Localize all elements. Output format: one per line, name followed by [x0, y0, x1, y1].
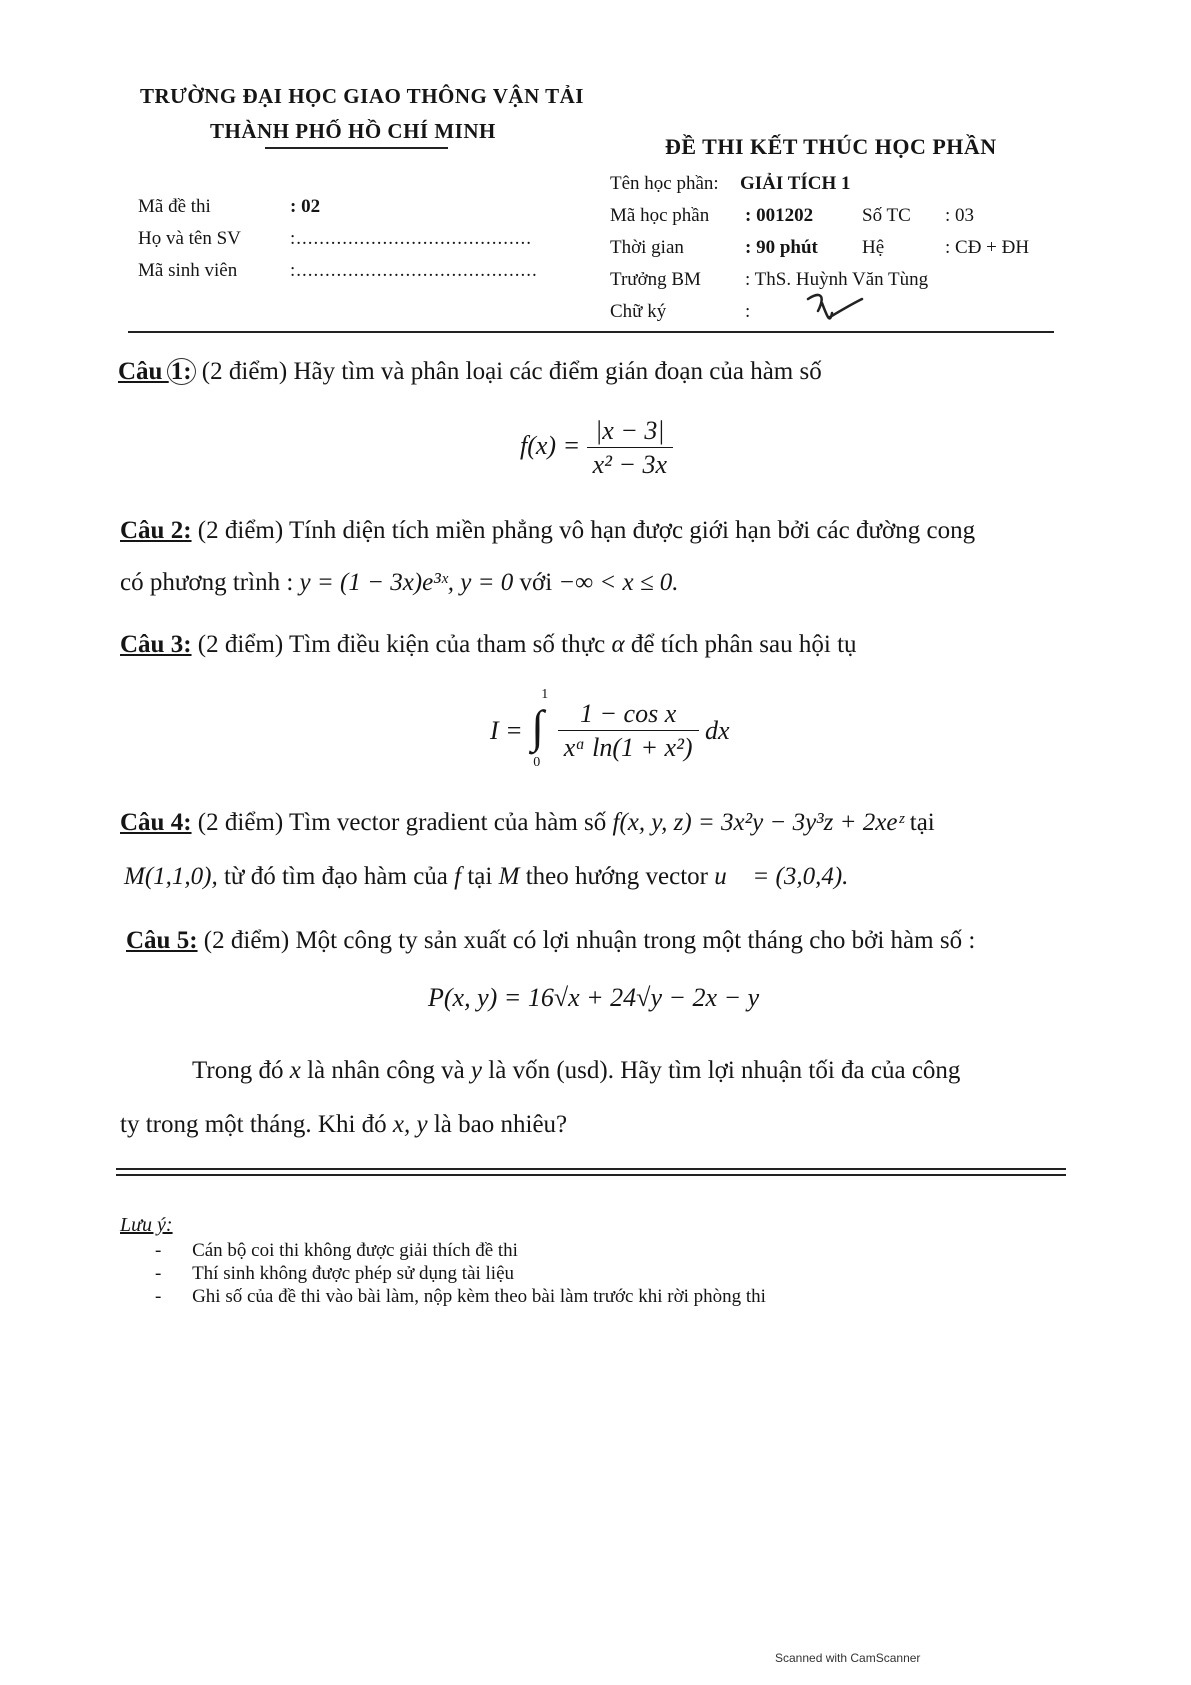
notes-title: Lưu ý: — [120, 1214, 173, 1236]
question-5-points: (2 điểm) — [203, 927, 290, 954]
question-5-para-d: ty trong một tháng. Khi đó — [120, 1111, 387, 1138]
question-4-label: Câu 4: — [120, 809, 192, 836]
question-2-label: Câu 2: — [120, 517, 192, 544]
course-info — [610, 173, 1070, 323]
question-4-text-mid2: tại — [467, 863, 493, 890]
fraction — [587, 418, 673, 478]
question-4-points: (2 điểm) — [197, 809, 284, 836]
question-4-text-prefix: Tìm vector gradient của hàm số — [289, 809, 607, 836]
credits-value: : 03 — [945, 205, 975, 226]
scanner-watermark: Scanned with CamScanner — [775, 1651, 921, 1665]
signature-colon: : — [745, 301, 751, 322]
question-5-paragraph-line1 — [192, 1058, 960, 1083]
variable-x: x — [289, 1057, 301, 1084]
signature-label: Chữ ký — [610, 301, 667, 322]
question-5-label: Câu 5: — [126, 927, 198, 954]
question-1-formula — [520, 418, 673, 478]
question-4-line2 — [124, 864, 848, 889]
exam-title: ĐỀ THI KẾT THÚC HỌC PHẦN — [665, 134, 997, 159]
school-name-underline — [265, 147, 448, 149]
question-3-formula — [490, 687, 730, 770]
question-3 — [120, 632, 857, 657]
question-5-para-c: là vốn (usd). Hãy tìm lợi nhuận tối đa của công — [488, 1057, 961, 1084]
integral-upper-limit: 1 — [541, 687, 549, 702]
question-5-paragraph-line2 — [120, 1112, 567, 1137]
function-f: f — [454, 863, 462, 890]
note-item — [155, 1286, 766, 1308]
system-value: : CĐ + ĐH — [945, 237, 1030, 258]
circled-number: 1: — [167, 358, 196, 385]
alpha-symbol: α — [611, 631, 625, 658]
student-id-field[interactable]: :.......................................... — [290, 260, 538, 281]
question-1-points: (2 điểm) — [201, 358, 288, 385]
question-5 — [126, 928, 975, 953]
note-bullet: - — [155, 1263, 162, 1284]
question-1-label: Câu 1: — [118, 358, 196, 385]
question-2-condition: −∞ < x ≤ 0. — [558, 569, 679, 596]
signature-mark — [800, 289, 870, 329]
time-label: Thời gian — [610, 237, 684, 258]
question-4-text-mid3: theo hướng vector — [525, 863, 708, 890]
question-2-points: (2 điểm) — [197, 517, 284, 544]
student-info — [138, 196, 598, 286]
question-5-para-a: Trong đó — [192, 1057, 284, 1084]
integral-lower-limit: 0 — [533, 755, 541, 770]
department-head-value: : ThS. Huỳnh Văn Tùng — [745, 269, 929, 290]
course-code-label: Mã học phần — [610, 205, 710, 226]
header-divider — [128, 331, 1054, 333]
direction-vector: u⃗ = (3,0,4). — [714, 863, 849, 890]
question-3-label: Câu 3: — [120, 631, 192, 658]
question-5-formula: P(x, y) = 16√x + 24√y − 2x − y — [428, 983, 760, 1012]
course-name-value: GIẢI TÍCH 1 — [740, 173, 851, 194]
question-2 — [120, 518, 975, 543]
question-3-text-prefix: Tìm điều kiện của tham số thực — [289, 631, 606, 658]
school-name-line2 — [210, 119, 496, 144]
numerator: |x − 3| — [595, 416, 665, 445]
question-2-line2 — [120, 570, 679, 595]
formula-lhs: I = — [490, 716, 523, 745]
integrand-numerator: 1 − cos x — [579, 699, 677, 728]
note-item — [155, 1263, 514, 1285]
note-item — [155, 1240, 518, 1262]
note-bullet: - — [155, 1286, 162, 1307]
course-code-value: : 001202 — [745, 205, 814, 226]
note-text: Cán bộ coi thi không được giải thích đề thi — [192, 1240, 518, 1261]
credits-label: Số TC — [862, 205, 911, 226]
school-name-line1: TRƯỜNG ĐẠI HỌC GIAO THÔNG VẬN TẢI — [140, 84, 584, 108]
integral-sign: ∫ 1 0 — [531, 687, 549, 770]
question-5-para-e: là bao nhiêu? — [433, 1111, 568, 1138]
system-label: Hệ — [862, 237, 885, 258]
time-value: : 90 phút — [745, 237, 818, 258]
point-m-symbol: M — [498, 863, 520, 890]
variables-xy: x, y — [392, 1111, 428, 1138]
note-text: Thí sinh không được phép sử dụng tài liệu — [192, 1263, 515, 1284]
denominator: x² − 3x — [587, 447, 673, 478]
question-4 — [120, 810, 935, 835]
question-5-para-b: là nhân công và — [307, 1057, 465, 1084]
integrand-fraction — [558, 701, 699, 761]
point-m: M(1,1,0), — [124, 863, 218, 890]
note-text: Ghi số của đề thi vào bài làm, nộp kèm theo bài làm trước khi rời phòng thi — [192, 1286, 766, 1307]
formula-lhs: f(x) = — [520, 430, 581, 460]
student-name-field[interactable]: :......................................... — [290, 228, 533, 249]
school-name-line2-text: THÀNH PHỐ HỒ CHÍ MINH — [210, 119, 496, 143]
variable-y: y — [470, 1057, 483, 1084]
exam-code-label: Mã đề thi — [138, 196, 211, 217]
student-id-label: Mã sinh viên — [138, 260, 238, 281]
note-bullet: - — [155, 1240, 162, 1261]
differential: dx — [705, 716, 730, 745]
department-head-label: Trưởng BM — [610, 269, 701, 290]
integrand-denominator: xᵅ ln(1 + x²) — [558, 730, 699, 761]
footer-divider-bottom — [116, 1174, 1066, 1176]
question-2-text: Tính diện tích miền phẳng vô hạn được giới hạn bởi các đường cong — [289, 517, 976, 544]
question-4-text-mid1: từ đó tìm đạo hàm của — [223, 863, 448, 890]
exam-code-value: : 02 — [290, 196, 321, 217]
question-4-function: f(x, y, z) = 3x²y − 3y³z + 2xeᶻ — [612, 809, 904, 836]
footer-divider-top — [116, 1168, 1066, 1170]
course-name-label: Tên học phần: — [610, 173, 719, 194]
question-1 — [118, 358, 822, 385]
question-1-text: Hãy tìm và phân loại các điểm gián đoạn của hàm số — [293, 358, 822, 385]
question-2-formula: y = (1 − 3x)e³ˣ, y = 0 — [299, 569, 514, 596]
question-2-prefix: có phương trình : — [120, 569, 294, 596]
student-name-label: Họ và tên SV — [138, 228, 241, 249]
question-4-text-suffix: tại — [909, 809, 935, 836]
question-3-points: (2 điểm) — [197, 631, 284, 658]
question-2-with: với — [519, 569, 553, 596]
question-3-text-suffix: để tích phân sau hội tụ — [630, 631, 857, 658]
question-5-text: Một công ty sản xuất có lợi nhuận trong một tháng cho bởi hàm số : — [295, 927, 976, 954]
